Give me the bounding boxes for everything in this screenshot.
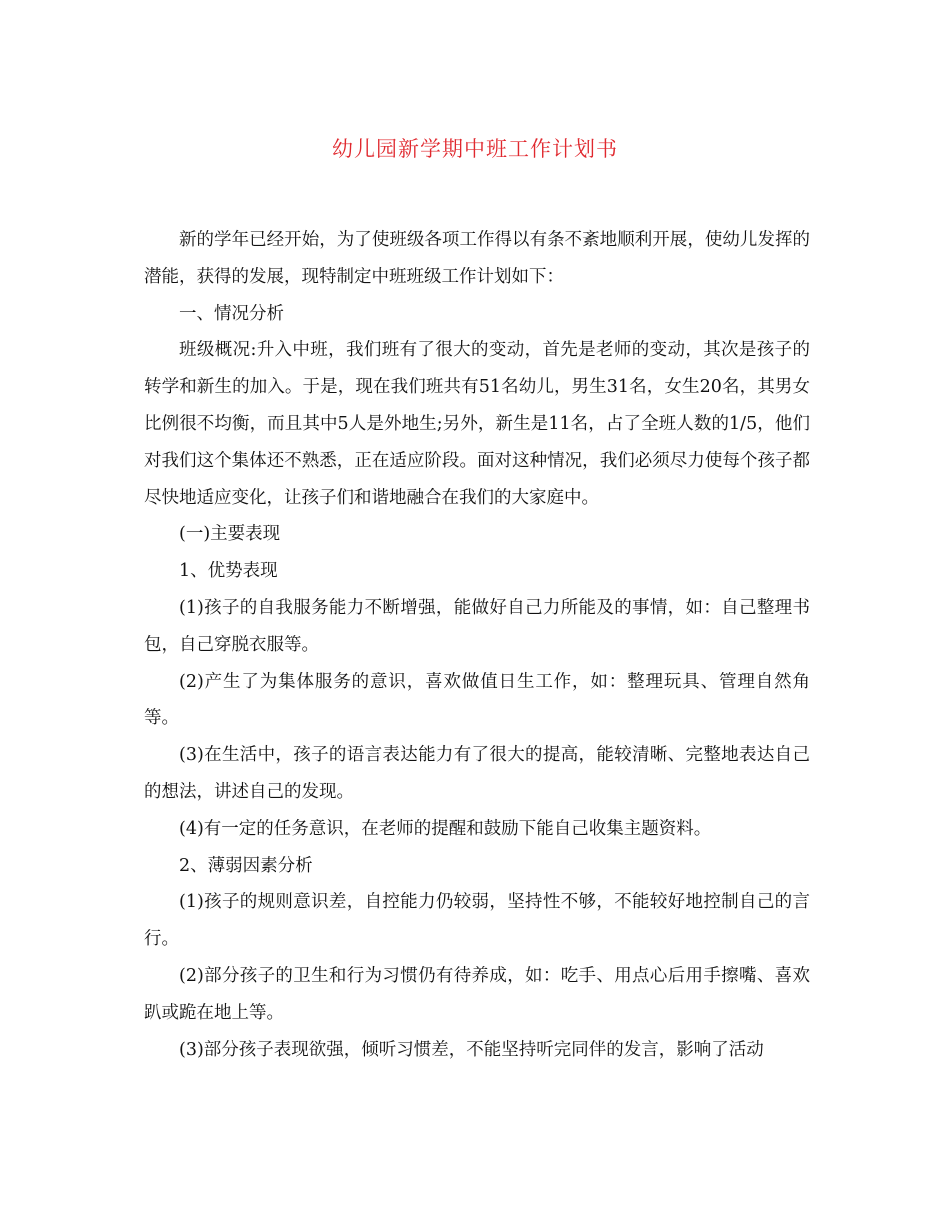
paragraph-strength-3: (3)在生活中，孩子的语言表达能力有了很大的提高，能较清晰、完整地表达自己的想法，讲述自己的发现。 xyxy=(144,745,810,802)
document-body xyxy=(144,222,810,1068)
heading-weaknesses: 2、薄弱因素分析 xyxy=(179,855,313,876)
paragraph-weakness-3: (3)部分孩子表现欲强，倾听习惯差，不能坚持听完同伴的发言，影响了活动 xyxy=(179,1039,764,1060)
paragraph-class-overview: 班级概况:升入中班，我们班有了很大的变动，首先是老师的变动，其次是孩子的转学和新生的加入。于是，现在我们班共有51名幼儿，男生31名，女生20名，其男女比例很不均衡，而且其中5人是外地生;另外，新生是11名，占了全班人数的1/5，他们对我们这个集体还不熟悉，正在适应阶段。面对这种情况，我们必须尽力使每个孩子都尽快地适应变化，让孩子们和谐地融合在我们的大家庭中。 xyxy=(144,340,810,508)
paragraph-strength-1: (1)孩子的自我服务能力不断增强，能做好自己力所能及的事情，如：自己整理书包，自己穿脱衣服等。 xyxy=(144,597,810,655)
paragraph-strength-4: (4)有一定的任务意识，在老师的提醒和鼓励下能自己收集主题资料。 xyxy=(179,818,712,839)
heading-situation-analysis: 一、情况分析 xyxy=(179,303,284,324)
heading-strengths: 1、优势表现 xyxy=(179,561,278,582)
document-title: 幼儿园新学期中班工作计划书 xyxy=(332,137,618,161)
paragraph-weakness-2: (2)部分孩子的卫生和行为习惯仍有待养成，如：吃手、用点心后用手擦嘴、喜欢趴或跪在地上等。 xyxy=(144,965,810,1023)
paragraph-strength-2: (2)产生了为集体服务的意识，喜欢做值日生工作，如：整理玩具、管理自然角等。 xyxy=(144,671,810,729)
paragraph-weakness-1: (1)孩子的规则意识差，自控能力仍较弱，坚持性不够，不能较好地控制自己的言行。 xyxy=(144,892,810,950)
paragraph-intro: 新的学年已经开始，为了使班级各项工作得以有条不紊地顺利开展，使幼儿发挥的潜能，获得的发展，现特制定中班班级工作计划如下： xyxy=(144,230,810,287)
heading-main-performance: (一)主要表现 xyxy=(179,524,281,545)
